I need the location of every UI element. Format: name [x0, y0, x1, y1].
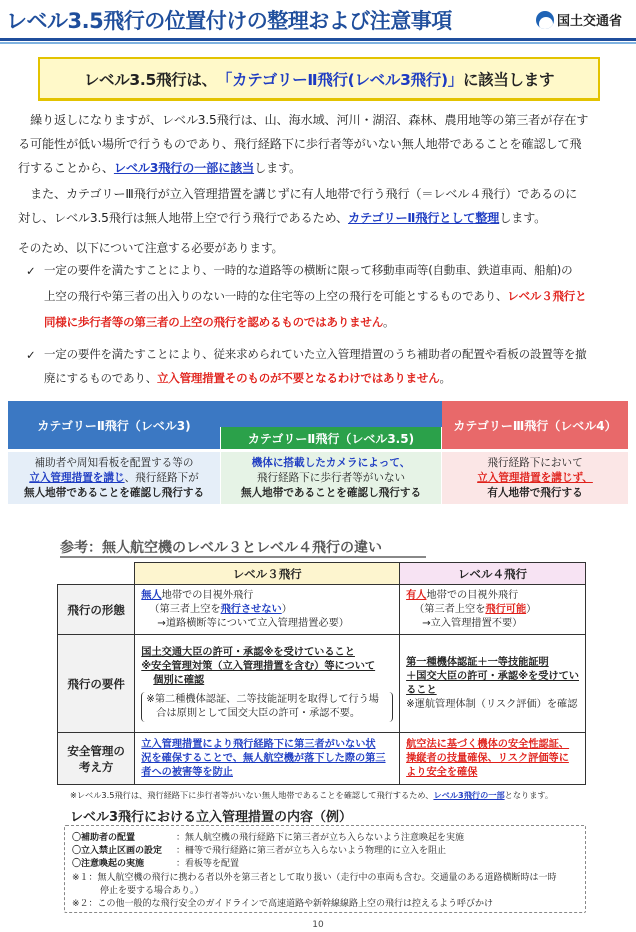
category2-level3-header: カテゴリーⅡ飛行（レベル3) — [8, 401, 220, 449]
para2-line2: 対し、レベル3.5飛行は無人地帯上空で行う飛行であるため、カテゴリーⅡ飛行として整理します。 — [18, 211, 547, 225]
org-name: 国土交通省 — [557, 14, 623, 29]
check2-line1: 一定の要件を満たすことにより、従来求められていた立入管理措置のうち補助者の配置や看板の設置等を撤 — [44, 347, 587, 361]
para1-line2: る可能性が低い場所で行うものであり、飛行経路下に歩行者等がいない無人地帯であることを確認して飛 — [18, 137, 582, 151]
banner-highlight: 「カテゴリーⅡ飛行(レベル3飛行)」 — [216, 70, 463, 89]
table-row — [58, 585, 586, 635]
footnote-level35: ※レベル3.5飛行は、飛行経路下に歩行者等がいない無人地帯であることを確認して飛行するため、レベル3飛行の一部となります。 — [70, 790, 554, 800]
category2-level35-desc: 機体に搭載したカメラによって、 飛行経路下に歩行者等がいない 無人地帯であることを確認し飛行する — [221, 452, 441, 504]
reference-title-underline — [60, 556, 426, 558]
reference-title: 参考：無人航空機のレベル３とレベル４飛行の違い — [60, 540, 382, 556]
req-level3-cell: 国土交通大臣の許可・承認※を受けていること ※安全管理対策（立入管理措置を含む）等について 個別に確認 ※第二種機体認証、二等技能証明を取得して行う場 合は原則として国交大臣の許可・承認不要。 — [135, 635, 400, 733]
para1-line3: 行することから、レベル3飛行の一部に該当します。 — [18, 161, 302, 175]
para1-line1: 繰り返しになりますが、レベル3.5飛行は、山、海水域、河川・湖沼、森林、農用地等の第三者が存在す — [18, 113, 589, 127]
measure-item: 〇立入禁止区画の設定 ：柵等で飛行経路に第三者が立ち入らないよう物理的に立入を阻止 — [72, 846, 447, 856]
form-level4-cell: 有人地帯での目視外飛行 （第三者上空を飛行可能） →立入管理措置不要） — [400, 585, 586, 635]
mlit-logo-icon — [536, 11, 554, 29]
category2-link: カテゴリーⅡ飛行として整理 — [347, 211, 500, 225]
col-header-level4: レベル４飛行 — [400, 563, 586, 585]
header-rule — [0, 38, 636, 41]
page-header — [0, 0, 636, 40]
req-level4-cell: 第一種機体認証＋一等技能証明 ＋国交大臣の許可・承認※を受けてい ること ※運航管理体制（リスク評価）を確認 — [400, 635, 586, 733]
check-icon: ✓ — [26, 348, 36, 362]
row-label-safety: 安全管理の 考え方 — [58, 733, 135, 785]
mlit-logo — [536, 10, 622, 29]
page-number: 10 — [312, 920, 324, 930]
level3-part-link: レベル3飛行の一部に該当 — [113, 161, 255, 175]
measures-footnote-1-cont: 停止を要する場合あり。） — [100, 886, 204, 896]
form-level3-cell: 無人地帯での目視外飛行 （第三者上空を飛行させない） →道路横断等について立入管理措置必要） — [135, 585, 400, 635]
measures-title: レベル3飛行における立入管理措置の内容（例） — [70, 810, 353, 825]
safety-level4-cell: 航空法に基づく機体の安全性認証、 操縦者の技量確保、リスク評価等に より安全を確保 — [400, 733, 586, 785]
category2-level3-desc: 補助者や周知看板を配置する等の 立入管理措置を講じ、飛行経路下が 無人地帯であることを確認し飛行する — [8, 452, 220, 504]
table-row — [58, 635, 586, 733]
safety-level3-cell: 立入管理措置により飛行経路下に第三者がいない状 況を確保することで、無人航空機が落下した際の第三 者への被害等を防止 — [135, 733, 400, 785]
category3-level4-header: カテゴリーⅢ飛行（レベル4） — [442, 401, 628, 449]
measure-item: 〇補助者の配置 ：無人航空機の飛行経路下に第三者が立ち入らないよう注意喚起を実施 — [72, 833, 465, 843]
para2-line1: また、カテゴリーⅢ飛行が立入管理措置を講じずに有人地帯で行う飛行（＝レベル４飛行）であるのに — [18, 187, 578, 201]
check1-line3: 同様に歩行者等の第三者の上空の飛行を認めるものではありません。 — [44, 315, 395, 329]
row-label-form: 飛行の形態 — [58, 585, 135, 635]
check1-line1: 一定の要件を満たすことにより、一時的な道路等の横断に限って移動車両等(自動車、鉄道車両、船舶)の — [44, 263, 573, 277]
check2-line2: 廃にするものであり、立入管理措置そのものが不要となるわけではありません。 — [44, 371, 451, 385]
row-label-requirements: 飛行の要件 — [58, 635, 135, 733]
category3-level4-desc: 飛行経路下において 立入管理措置を講じず、 有人地帯で飛行する — [442, 452, 628, 504]
table-row — [58, 733, 586, 785]
page-title: レベル3.5飛行の位置付けの整理および注意事項 — [6, 9, 452, 33]
measures-footnote-1: ※１：無人航空機の飛行に携わる者以外を第三者として取り扱い（走行中の車両も含む。交通量のある道路横断時は一時 — [72, 873, 557, 883]
level-comparison-table — [57, 562, 586, 785]
category2-header-span — [220, 401, 442, 427]
check1-line2: 上空の飛行や第三者の出入りのない一時的な住宅等の上空の飛行を可能とするものであり、レベル３飛行と — [44, 289, 587, 303]
measure-item: 〇注意喚起の実施 ：看板等を配置 — [72, 859, 240, 869]
banner-text-pre: レベル3.5飛行は、 — [83, 70, 217, 89]
category2-level35-header: カテゴリーⅡ飛行（レベル3.5) — [221, 427, 441, 449]
col-header-level3: レベル３飛行 — [135, 563, 400, 585]
summary-banner — [38, 57, 600, 101]
header-rule-light — [0, 42, 636, 44]
banner-text-post: に該当します — [462, 70, 555, 89]
check-icon: ✓ — [26, 264, 36, 278]
para3: そのため、以下について注意する必要があります。 — [18, 241, 284, 255]
measures-footnote-2: ※２：この他一般的な飛行安全のガイドラインで高速道路や新幹線線路上空の飛行は控えるよう呼びかけ — [72, 899, 494, 909]
